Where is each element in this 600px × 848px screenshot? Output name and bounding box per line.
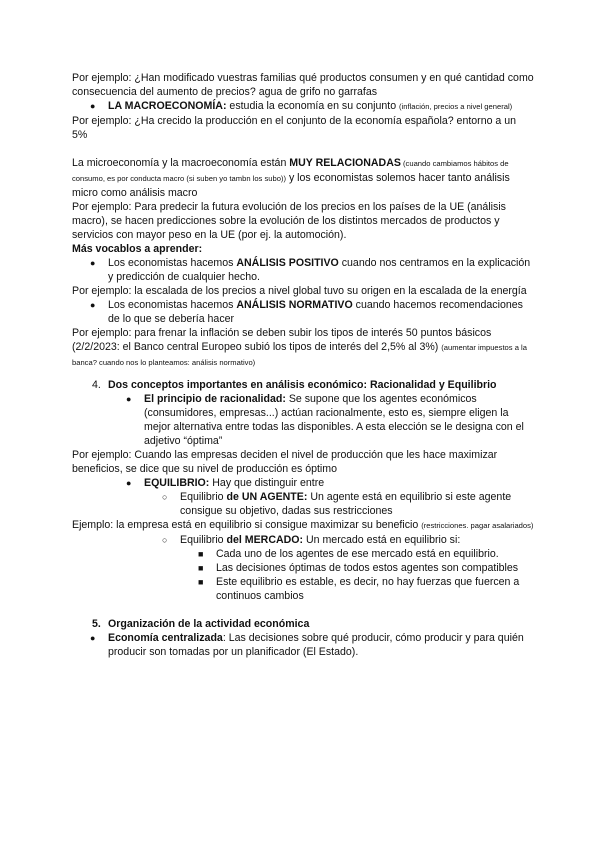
example-paragraph-3: Por ejemplo: Para predecir la futura evolución de los precios en los países de la UE (análisis macro), se hacen predicciones sobre la evolución de los distintos mercados de productos y servicios con mayor peso en la UE (por ej. la automoción). xyxy=(72,201,506,241)
relation-paragraph: La microeconomía y la macroeconomía están MUY RELACIONADAS (cuando cambiamos hábitos de consumo, es por conducta macro (si suben yo tambn los subo)) y los economistas solemos hacer tanto análisis micro como análisis macro xyxy=(72,157,510,199)
term-del-mercado: del MERCADO: xyxy=(226,534,304,546)
example-paragraph-2: Por ejemplo: ¿Ha crecido la producción en el conjunto de la economía española? entorno a un 5% xyxy=(72,115,517,141)
section-number: 5. xyxy=(92,618,101,630)
section-number: 4. xyxy=(92,379,101,391)
document-body xyxy=(72,71,534,659)
bullet-economia-centralizada: ● Economía centralizada: Las decisiones sobre qué producir, cómo producir y para quién producir son tomadas por un planificador (El Estado). xyxy=(90,632,524,658)
bullet-macroeconomia: ● LA MACROECONOMÍA: estudia la economía en su conjunto (inflación, precios a nivel general) xyxy=(90,100,513,112)
section-4-heading xyxy=(72,378,534,392)
bullet-principio-racionalidad: ● El principio de racionalidad: Se supone que los agentes económicos (consumidores, empresas...) actúan racionalmente, esto es, siempre eligen la mejor alternativa entre todas las disponibles. A esta elección se le designa con el adjetivo “óptima” xyxy=(126,393,524,447)
term-un-agente: de UN AGENTE: xyxy=(226,491,308,503)
small-note: (inflación, precios a nivel general) xyxy=(399,102,513,111)
example-paragraph-1: Por ejemplo: ¿Han modificado vuestras familias qué productos consumen y en qué cantidad como consecuencia del aumento de precios? agua de grifo no garrafas xyxy=(72,72,534,98)
small-note: (aumentar impuestos a la banca? cuando nos lo planteamos: análisis normativo) xyxy=(72,343,527,367)
circle-marker: ○ xyxy=(162,492,168,502)
sub-bullet-equilibrio-agente: ○ Equilibrio de UN AGENTE: Un agente está en equilibrio si este agente consigue su objetivo, dadas sus restricciones xyxy=(162,491,512,517)
sub-bullet-equilibrio-mercado: ○ Equilibrio del MERCADO: Un mercado está en equilibrio si: xyxy=(162,534,461,546)
example-paragraph-5: Por ejemplo: para frenar la inflación se deben subir los tipos de interés 50 puntos básicos (2/2/2023: el Banco central Europeo subió los tipos de interés del 2,5% al 3%) (aumentar impuestos a la banca? cuando nos lo planteamos: análisis normativo) xyxy=(72,327,527,367)
square-marker: ■ xyxy=(198,549,204,559)
section-title: Dos conceptos importantes en análisis económico: Racionalidad y Equilibrio xyxy=(108,379,497,391)
section-5-heading xyxy=(72,617,534,631)
bullet-analisis-positivo: ● Los economistas hacemos ANÁLISIS POSITIVO cuando nos centramos en la explicación y predicción de cualquier hecho. xyxy=(90,257,531,283)
bullet-marker: ● xyxy=(90,633,96,643)
bullet-equilibrio: ● EQUILIBRIO: Hay que distinguir entre xyxy=(126,477,325,489)
bullet-marker: ● xyxy=(90,258,96,268)
circle-marker: ○ xyxy=(162,535,168,545)
bullet-marker: ● xyxy=(126,394,132,404)
square-bullet-item: ■ Este equilibrio es estable, es decir, no hay fuerzas que fuercen a continuos cambios xyxy=(198,576,520,602)
example-paragraph-4: Por ejemplo: la escalada de los precios a nivel global tuvo su origen en la escalada de la energía xyxy=(72,285,527,297)
bullet-marker: ● xyxy=(126,478,132,488)
square-bullet-item: ■ Las decisiones óptimas de todos estos agentes son compatibles xyxy=(198,562,519,574)
example-paragraph-6: Por ejemplo: Cuando las empresas deciden el nivel de producción que les hace maximizar beneficios, se dice que su nivel de producción es óptimo xyxy=(72,449,498,475)
term-economia-centralizada: Economía centralizada xyxy=(108,632,223,644)
bullet-marker: ● xyxy=(90,300,96,310)
term-principio-racionalidad: El principio de racionalidad: xyxy=(144,393,286,405)
square-bullet-item: ■ Cada uno de los agentes de ese mercado está en equilibrio. xyxy=(198,548,499,560)
term-muy-relacionadas: MUY RELACIONADAS xyxy=(289,157,401,169)
bullet-marker: ● xyxy=(90,101,96,111)
square-marker: ■ xyxy=(198,563,204,573)
example-paragraph-7: Ejemplo: la empresa está en equilibrio si consigue maximizar su beneficio (restricciones. pagar asalariados) xyxy=(72,519,534,531)
term-equilibrio: EQUILIBRIO: xyxy=(144,477,210,489)
term-analisis-positivo: ANÁLISIS POSITIVO xyxy=(236,257,339,269)
term-analisis-normativo: ANÁLISIS NORMATIVO xyxy=(236,299,353,311)
square-marker: ■ xyxy=(198,577,204,587)
small-note: (restricciones. pagar asalariados) xyxy=(421,521,534,530)
small-note: (cuando cambiamos hábitos de consumo, es por conducta macro (si suben yo tambn los subo)) xyxy=(72,159,509,183)
bullet-analisis-normativo: ● Los economistas hacemos ANÁLISIS NORMATIVO cuando hacemos recomendaciones de lo que se debería hacer xyxy=(90,299,523,325)
vocab-heading: Más vocablos a aprender: xyxy=(72,243,203,255)
term-macroeconomia: LA MACROECONOMÍA: xyxy=(108,100,227,112)
section-title: Organización de la actividad económica xyxy=(108,618,310,630)
